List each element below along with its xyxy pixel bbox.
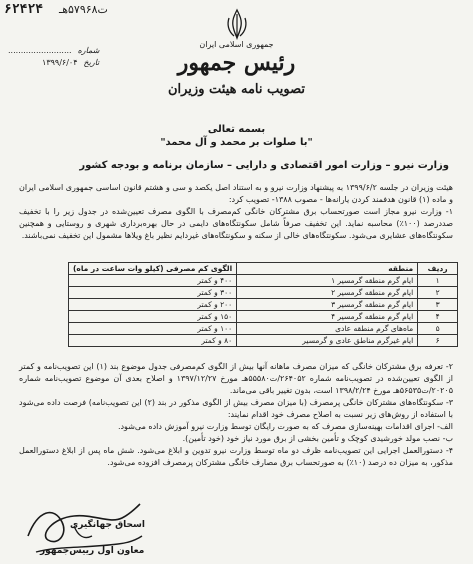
cell-pattern: ۲۰۰ و کمتر [69, 299, 237, 311]
cell-row-number: ۵ [418, 323, 458, 335]
cell-pattern: ۴۰۰ و کمتر [69, 275, 237, 287]
table-row [69, 323, 458, 335]
cell-pattern: ۱۰۰ و کمتر [69, 323, 237, 335]
article-4: ۴- دستورالعمل اجرایی این تصویب‌نامه ظرف دو ماه توسط وزارت نیرو تدوین و ابلاغ می‌شود. شش ماه پس از ابلاغ دستورالعمل مذکور، به میزان ده درصد (۱۰٪) به صورتحساب برق مصارف خانگی مشترکان پرمصرف افزوده می‌شود. [19, 446, 453, 467]
cell-region: ماه‌های گرم منطقه عادی [237, 323, 418, 335]
table-row [69, 275, 458, 287]
consumption-pattern-table [68, 262, 458, 347]
article-1: ۱- وزارت نیرو مجاز است صورتحساب برق مشترکان خانگی کم‌مصرف با الگوی مصرف تعیین‌شده در جدول زیر را با تخفیف صددرصد (۱۰۰٪) محاسبه نماید. این تخفیف صرفاً شامل سکونتگاه‌های دایمی در حال بهره‌برداری شهری و روستایی و همچنین سکونتگاه‌های عشایری می‌شود. سکونتگاه‌های خالی از سکنه و سکونتگاه‌های غیردایم نظیر باغ ویلاها مشمول این تخفیف نمی‌باشند. [19, 207, 454, 240]
cell-row-number: ۳ [418, 299, 458, 311]
signatory-name: اسحاق جهانگیری [70, 520, 145, 530]
cell-row-number: ۲ [418, 287, 458, 299]
intro-paragraph: هیئت وزیران در جلسه ۱۳۹۹/۶/۲ به پیشنهاد وزارت نیرو و به استناد اصل یکصد و سی و هشتم قانون اساسی جمهوری اسلامی ایران و ماده (۱) قانون هدفمند کردن یارانه‌ها - مصوب ۱۳۸۸- تصویب کرد: [19, 183, 454, 204]
article-3b: ب- نصب مولد خورشیدی کوچک و تأمین بخشی از برق مورد نیاز خود (خود تأمین). [182, 434, 453, 443]
number-row [8, 44, 99, 56]
president-title: رئیس جمهور [177, 50, 296, 76]
cell-region: ایام گرم منطقه گرمسیر ۱ [237, 275, 418, 287]
decree-body-bottom [19, 361, 453, 469]
document-number [4, 2, 108, 17]
doc-code: ت۵۷۹۶۸هـ [58, 3, 108, 16]
basmala: بسمه تعالی [207, 124, 266, 135]
iran-emblem-icon [224, 8, 250, 40]
article-3: ۳- سکونتگاه‌های مشترکان خانگی پرمصرف (با میزان مصرف بیش از الگوی مذکور در بند (۲) این تصویب‌نامه) فرصت داده می‌شود با استفاده از روش‌های زیر نسبت به اصلاح مصرف خود اقدام نمایند: [19, 398, 454, 419]
number-dots: ......................... [8, 45, 72, 55]
header-pattern: الگوی کم مصرفی (کیلو وات ساعت در ماه) [69, 263, 237, 275]
table-row [69, 311, 458, 323]
article-2: ۲- تعرفه برق مشترکان خانگی که میزان مصرف ماهانه آنها بیش از الگوی کم‌مصرفی جدول موضوع بند (۱) این تصویب‌نامه و کمتر از الگوی تعیین‌شده در تصویب‌نامه شماره ۲۶۴۰۵۲/ت۵۵۵۸۰هـ مورخ ۱۳۹۷/۱۲/۲۷ و اصلاح بعدی آن موضوع تصویب‌نامه شماره ۲۰۲۰۵/ت۵۶۵۳۵هـ مورخ ۱۳۹۸/۲/۲۴ است، بدون تغییر باقی می‌ماند. [19, 362, 454, 395]
cell-pattern: ۱۵۰ و کمتر [69, 311, 237, 323]
table-row [69, 335, 458, 347]
cabinet-title: تصویب نامه هیئت وزیران [167, 82, 306, 97]
gov-label: جمهوری اسلامی ایران [199, 40, 274, 49]
cell-region: ایام غیرگرم مناطق عادی و گرمسیر [237, 335, 418, 347]
doc-number: ۶۲۴۲۴ [4, 2, 44, 17]
cell-pattern: ۳۰۰ و کمتر [69, 287, 237, 299]
cell-row-number: ۴ [418, 311, 458, 323]
cell-pattern: ۸۰ و کمتر [69, 335, 237, 347]
date-value: ۱۳۹۹/۶/۰۴ [42, 57, 78, 67]
header-row-number: ردیف [418, 263, 458, 275]
header-region: منطقه [237, 263, 418, 275]
cell-region: ایام گرم منطقه گرمسیر ۴ [237, 311, 418, 323]
signatory-title: معاون اول رییس‌جمهور [40, 546, 145, 556]
cell-row-number: ۱ [418, 275, 458, 287]
cell-row-number: ۶ [418, 335, 458, 347]
date-label: تاریخ [83, 57, 100, 67]
number-label: شماره [77, 45, 100, 55]
cell-region: ایام گرم منطقه گرمسیر ۳ [237, 299, 418, 311]
number-date-block [8, 44, 99, 68]
article-3a: الف- اجرای اقدامات بهینه‌سازی مصرف که به صورت رایگان توسط وزارت نیرو آموزش داده می‌شود. [117, 422, 453, 431]
date-row [8, 56, 99, 68]
salawat: "با صلوات بر محمد و آل محمد" [160, 137, 313, 148]
table-row [69, 287, 458, 299]
cell-region: ایام گرم منطقه گرمسیر ۲ [237, 287, 418, 299]
addressees: وزارت نیرو – وزارت امور اقتصادی و دارایی – سازمان برنامه و بودجه کشور [79, 160, 449, 171]
table-row [69, 299, 458, 311]
decree-body-top [19, 182, 453, 242]
table-header-row [69, 263, 458, 275]
